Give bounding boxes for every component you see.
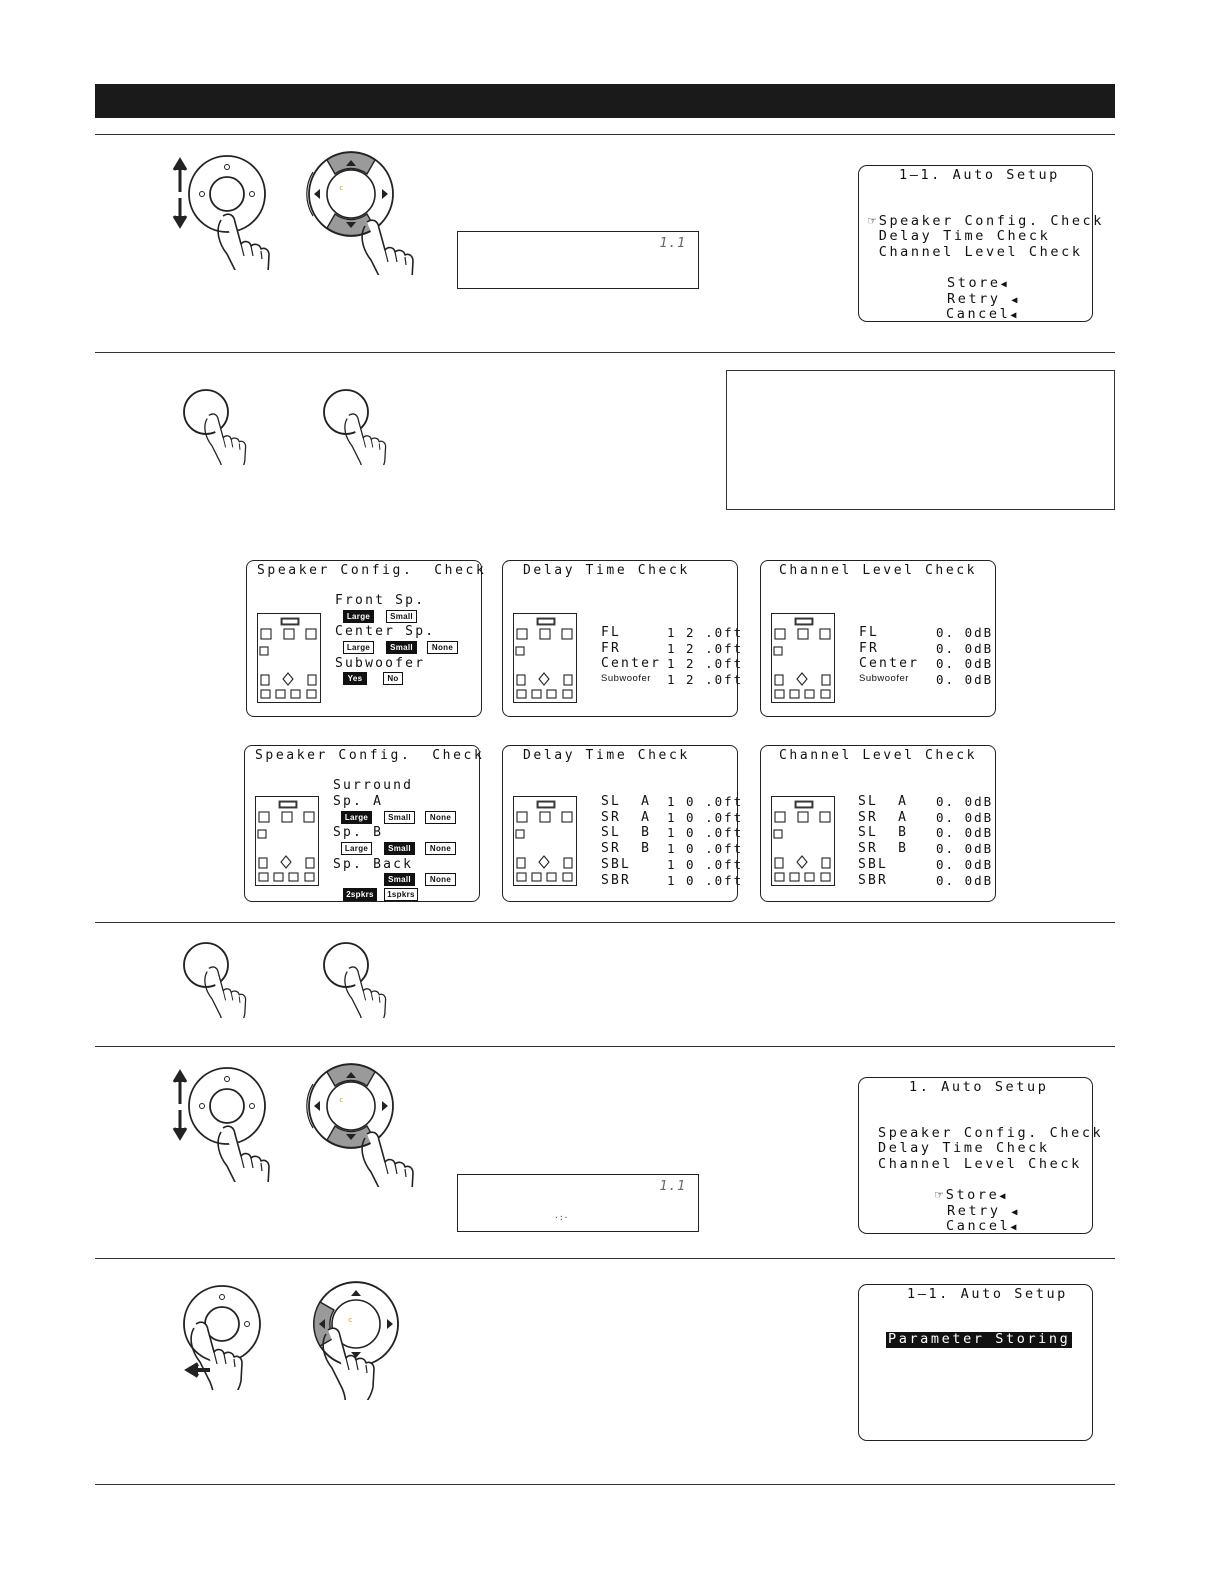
sp-b-label: Sp. B	[333, 825, 384, 840]
channel-label: SR A	[858, 810, 909, 825]
speaker-room-icon	[257, 613, 321, 703]
spback-1spkrs-chip: 1spkrs	[384, 888, 418, 901]
channel-value: 1 0 .0ft	[667, 873, 744, 888]
spa-small-chip: Small	[384, 811, 415, 824]
arrow-left-icon: ◀	[1010, 310, 1017, 321]
center-large-chip: Large	[343, 641, 374, 654]
indicator-icon: ·:·	[554, 1213, 569, 1222]
menu-item-retry[interactable]	[947, 1205, 1017, 1219]
channel-label: SBL	[601, 857, 632, 872]
divider	[95, 1046, 1115, 1047]
segment-readout: 1.1	[659, 1179, 686, 1194]
menu-item-cancel[interactable]	[946, 1220, 1016, 1234]
fl-display-2	[457, 1174, 699, 1232]
osd-title: 1. Auto Setup	[909, 1079, 1049, 1095]
arrow-left-icon: ◀	[1010, 1222, 1017, 1233]
channel-value: 1 0 .0ft	[667, 841, 744, 856]
cursor-pad-icon	[310, 1280, 420, 1400]
channel-value: 0. 0dB	[936, 672, 994, 687]
channel-label: Subwoofer	[859, 673, 909, 684]
speaker-room-icon	[771, 613, 835, 703]
jog-dial-icon	[165, 150, 280, 270]
center-none-chip: None	[427, 641, 458, 654]
channel-label: SL A	[601, 794, 652, 809]
cancel-label: Cancel	[946, 1218, 1011, 1234]
segment-readout: 1.1	[659, 236, 686, 251]
jog-dial-icon	[165, 1062, 280, 1182]
menu-item-store[interactable]	[947, 277, 1007, 291]
channel-value: 0. 0dB	[936, 641, 994, 656]
spb-large-chip: Large	[341, 842, 372, 855]
channel-label: FL	[601, 625, 622, 640]
osd-auto-setup-2	[858, 1077, 1104, 1234]
speaker-room-icon	[771, 796, 835, 886]
arrow-left-icon: ◀	[999, 1191, 1006, 1202]
divider	[95, 134, 1115, 135]
speaker-config-screen-1	[246, 560, 487, 717]
channel-value: 1 0 .0ft	[667, 810, 744, 825]
channel-value: 0. 0dB	[936, 873, 994, 888]
channel-label: SR B	[858, 841, 909, 856]
channel-value: 1 2 .0ft	[667, 641, 744, 656]
header-bar	[95, 84, 1115, 118]
front-large-chip: Large	[343, 610, 374, 623]
store-label: ☞Store	[935, 1187, 1000, 1203]
press-button-icon	[320, 938, 410, 1018]
surround-label: Surround	[333, 778, 414, 793]
speaker-room-icon	[255, 796, 319, 886]
screen-title: Speaker Config. Check	[257, 563, 487, 578]
cursor-pad-icon	[305, 150, 420, 275]
divider	[95, 1258, 1115, 1259]
spback-2spkrs-chip: 2spkrs	[343, 888, 377, 901]
channel-label: Center	[601, 656, 662, 671]
screen-title: Speaker Config. Check	[255, 748, 485, 763]
menu-item-channel-level[interactable]: Channel Level Check	[878, 1156, 1082, 1172]
spb-small-chip: Small	[384, 842, 415, 855]
menu-item-retry[interactable]	[947, 293, 1017, 307]
storing-message: Parameter Storing	[888, 1331, 1071, 1347]
channel-label: Subwoofer	[601, 673, 651, 684]
osd-title: 1–1. Auto Setup	[907, 1286, 1068, 1302]
store-label: Store	[947, 275, 1001, 291]
channel-value: 0. 0dB	[936, 825, 994, 840]
channel-value: 0. 0dB	[936, 794, 994, 809]
spa-none-chip: None	[425, 811, 456, 824]
menu-item-speaker-config[interactable]: Speaker Config. Check	[878, 1125, 1104, 1141]
screen-title: Delay Time Check	[523, 563, 690, 578]
press-button-icon	[180, 938, 270, 1018]
jog-dial-icon	[170, 1280, 280, 1390]
channel-label: SL B	[858, 825, 909, 840]
delay-time-screen-1	[502, 560, 744, 717]
osd-title: 1–1. Auto Setup	[899, 167, 1060, 183]
menu-item-store[interactable]	[935, 1189, 1005, 1203]
channel-label: SBR	[601, 873, 632, 888]
center-small-chip: Small	[386, 641, 417, 654]
channel-label: SL A	[858, 794, 909, 809]
menu-item-cancel[interactable]	[946, 308, 1016, 322]
menu-item-channel-level[interactable]: Channel Level Check	[868, 244, 1083, 260]
front-small-chip: Small	[386, 610, 417, 623]
channel-level-screen-1	[760, 560, 996, 717]
channel-value: 1 0 .0ft	[667, 857, 744, 872]
channel-label: SL B	[601, 825, 652, 840]
front-sp-label: Front Sp.	[335, 593, 426, 608]
divider	[95, 922, 1115, 923]
spa-large-chip: Large	[341, 811, 372, 824]
sub-no-chip: No	[383, 672, 403, 685]
channel-value: 1 0 .0ft	[667, 794, 744, 809]
channel-value: 0. 0dB	[936, 810, 994, 825]
channel-label: SBL	[858, 857, 889, 872]
channel-value: 0. 0dB	[936, 857, 994, 872]
divider	[95, 352, 1115, 353]
arrow-left-icon: ◀	[1011, 1207, 1018, 1218]
cancel-label: Cancel	[946, 306, 1011, 322]
sub-yes-chip: Yes	[343, 672, 367, 685]
center-sp-label: Center Sp.	[335, 624, 436, 639]
delay-time-screen-2	[502, 745, 744, 902]
menu-item-delay-time[interactable]: Delay Time Check	[878, 1140, 1050, 1156]
channel-value: 1 0 .0ft	[667, 825, 744, 840]
subwoofer-label: Subwoofer	[335, 656, 426, 671]
osd-auto-setup-1	[858, 165, 1105, 322]
spback-small-chip: Small	[384, 873, 415, 886]
osd-parameter-storing	[858, 1284, 1093, 1441]
press-button-icon	[180, 385, 270, 465]
arrow-left-icon: ◀	[1011, 295, 1018, 306]
screen-title: Delay Time Check	[523, 748, 690, 763]
speaker-config-screen-2	[244, 745, 485, 902]
channel-value: 1 2 .0ft	[667, 656, 744, 671]
channel-label: FR	[859, 641, 880, 656]
arrow-left-icon: ◀	[1000, 279, 1007, 290]
sp-a-label: Sp. A	[333, 794, 384, 809]
channel-label: SR B	[601, 841, 652, 856]
screen-title: Channel Level Check	[779, 748, 978, 763]
fl-display	[457, 231, 699, 289]
channel-label: FR	[601, 641, 622, 656]
spback-none-chip: None	[425, 873, 456, 886]
svg-text:c: c	[339, 184, 344, 192]
channel-value: 1 2 .0ft	[667, 672, 744, 687]
retry-label: Retry	[947, 1203, 1001, 1219]
divider	[95, 1484, 1115, 1485]
screen-title: Channel Level Check	[779, 563, 978, 578]
channel-value: 0. 0dB	[936, 656, 994, 671]
retry-label: Retry	[947, 291, 1001, 307]
channel-label: SBR	[858, 873, 889, 888]
channel-value: 0. 0dB	[936, 841, 994, 856]
channel-value: 0. 0dB	[936, 625, 994, 640]
spb-none-chip: None	[425, 842, 456, 855]
press-button-icon	[320, 385, 410, 465]
speaker-room-icon	[513, 796, 577, 886]
sp-back-label: Sp. Back	[333, 857, 414, 872]
svg-text:c: c	[348, 1316, 353, 1324]
menu-item-speaker-config[interactable]: ☞Speaker Config. Check	[868, 213, 1105, 229]
speaker-room-icon	[513, 613, 577, 703]
note-box	[726, 370, 1115, 510]
channel-level-screen-2	[760, 745, 996, 902]
svg-text:c: c	[339, 1096, 344, 1104]
cursor-pad-icon	[305, 1062, 420, 1187]
channel-label: SR A	[601, 810, 652, 825]
channel-label: Center	[859, 656, 920, 671]
channel-label: FL	[859, 625, 880, 640]
channel-value: 1 2 .0ft	[667, 625, 744, 640]
menu-item-delay-time[interactable]: Delay Time Check	[868, 228, 1051, 244]
